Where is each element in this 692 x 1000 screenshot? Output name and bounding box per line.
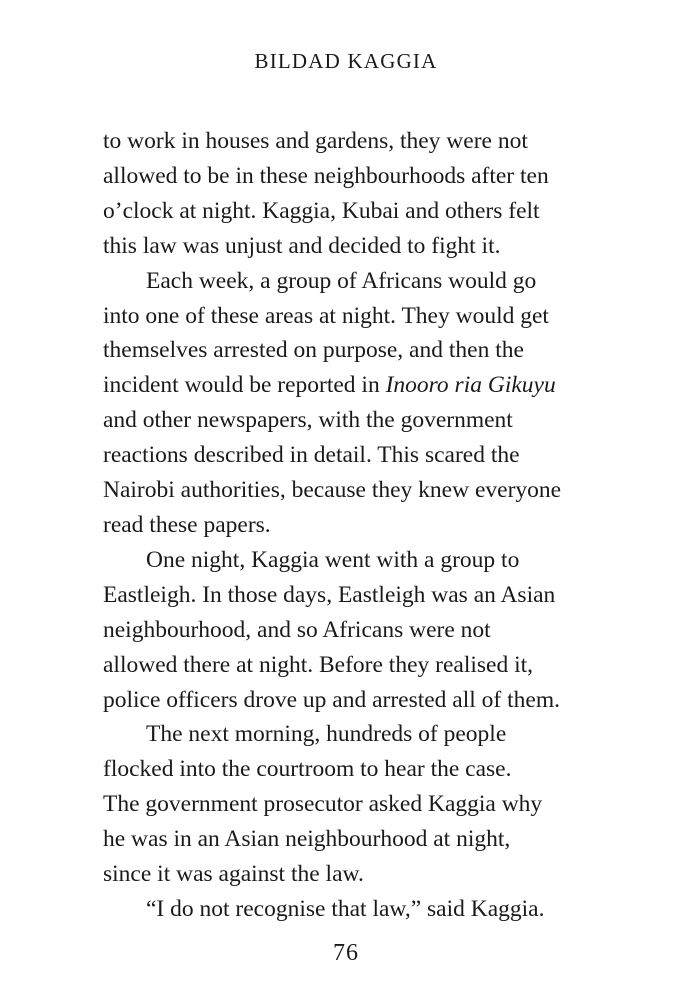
- text-line: and other newspapers, with the government: [103, 407, 513, 434]
- text-line: Eastleigh. In those days, Eastleigh was an Asian: [103, 581, 556, 608]
- text-line: into one of these areas at night. They would get: [103, 302, 549, 329]
- text-line: allowed there at night. Before they realised it,: [103, 651, 534, 678]
- body-text: [103, 124, 603, 927]
- paragraph: [103, 892, 603, 927]
- text-line: he was in an Asian neighbourhood at night,: [103, 826, 511, 853]
- text-line: themselves arrested on purpose, and then the: [103, 337, 524, 364]
- text-line: [103, 368, 603, 403]
- text-line: The government prosecutor asked Kaggia why: [103, 791, 543, 818]
- text-run: incident would be reported in: [103, 372, 386, 399]
- text-line: since it was against the law.: [103, 861, 364, 888]
- paragraph: [103, 264, 603, 543]
- text-line: flocked into the courtroom to hear the case.: [103, 756, 512, 783]
- text-line: police officers drove up and arrested all of them.: [103, 686, 560, 713]
- text-line: “I do not recognise that law,” said Kaggia.: [146, 895, 545, 922]
- paragraph: [103, 543, 603, 718]
- text-line: reactions described in detail. This scared the: [103, 442, 520, 469]
- text-line: The next morning, hundreds of people: [146, 721, 507, 748]
- text-line: to work in houses and gardens, they were not: [103, 128, 528, 154]
- text-line: read these papers.: [103, 511, 271, 538]
- page-number: 76: [333, 940, 359, 966]
- paragraph: [103, 124, 603, 264]
- text-line: neighbourhood, and so Africans were not: [103, 616, 491, 643]
- text-line: One night, Kaggia went with a group to: [146, 546, 520, 573]
- running-head: BILDAD KAGGIA: [254, 49, 438, 73]
- newspaper-title: Inooro ria Gikuyu: [385, 372, 556, 399]
- text-line: o’clock at night. Kaggia, Kubai and others felt: [103, 197, 540, 224]
- text-line: allowed to be in these neighbourhoods after ten: [103, 162, 549, 189]
- text-line: Nairobi authorities, because they knew everyone: [103, 477, 562, 504]
- text-line: this law was unjust and decided to fight it.: [103, 232, 501, 259]
- text-line: Each week, a group of Africans would go: [146, 267, 537, 294]
- paragraph: [103, 717, 603, 892]
